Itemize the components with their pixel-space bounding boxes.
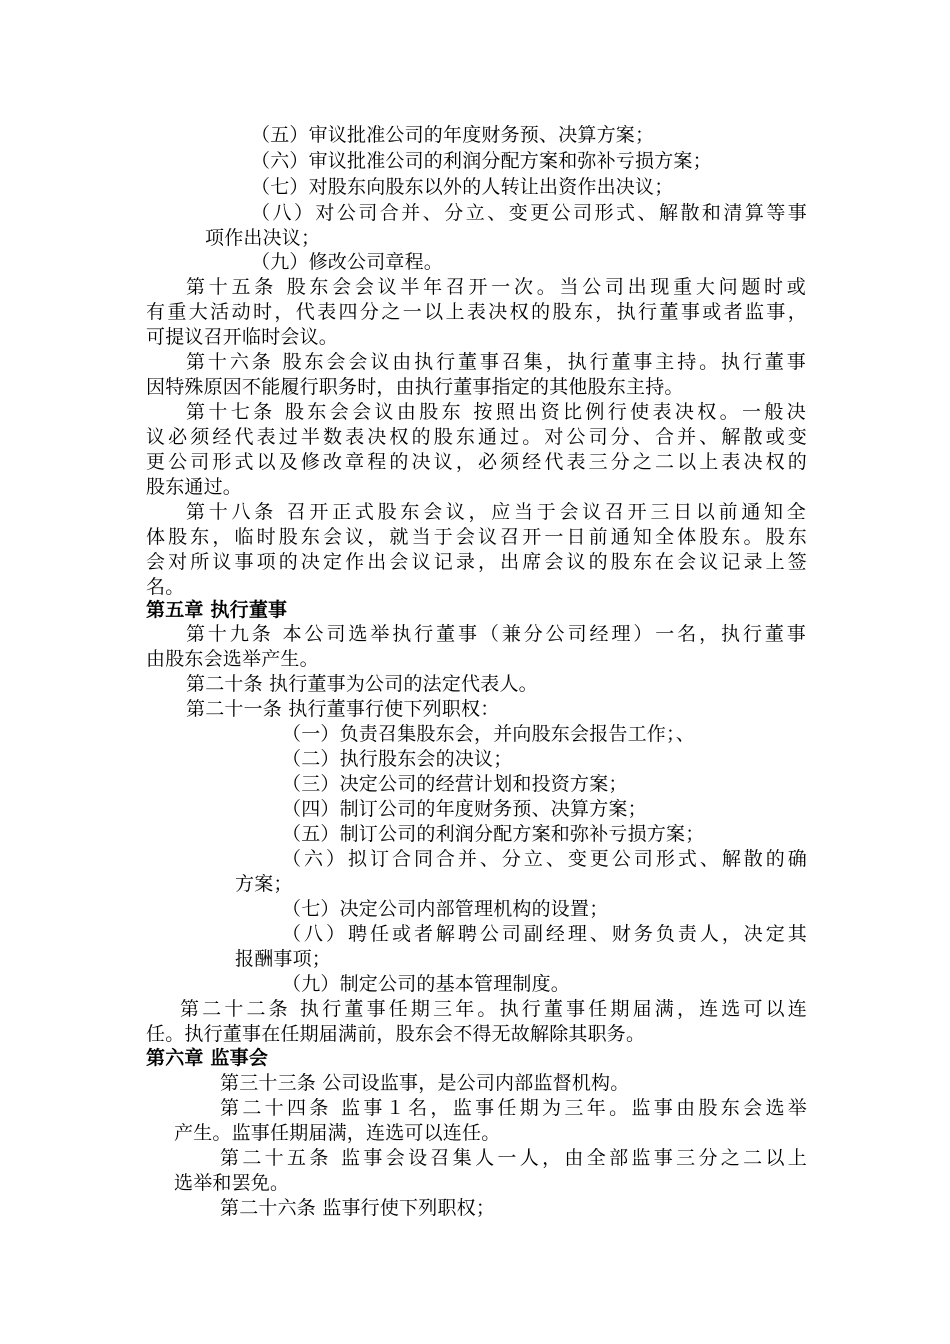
text-line: 项作出决议；: [205, 227, 321, 249]
text-line: 第二十五条 监事会设召集人一人，由全部监事三分之二以上: [220, 1147, 807, 1169]
text-line: （六）审议批准公司的利润分配方案和弥补亏损方案；: [251, 150, 712, 172]
text-line: （三）决定公司的经营计划和投资方案；: [282, 773, 628, 795]
text-line: 会对所议事项的决定作出会议记录，出席会议的股东在会议记录上签: [146, 551, 807, 573]
chapter-heading: 第六章 监事会: [146, 1047, 269, 1069]
text-line: （四）制订公司的年度财务预、决算方案；: [282, 798, 647, 820]
text-line: 名。: [146, 576, 185, 598]
text-line: 报酬事项；: [235, 948, 332, 970]
text-line: （六）拟订合同合并、分立、变更公司形式、解散的确: [282, 848, 807, 870]
text-line: 第二十一条 执行董事行使下列职权：: [186, 698, 500, 720]
text-line: 由股东会选举产生。: [146, 648, 319, 670]
text-line: 第三十三条 公司设监事，是公司内部监督机构。: [220, 1072, 630, 1094]
text-line: （八）对公司合并、分立、变更公司形式、解散和清算等事: [251, 202, 807, 224]
text-line: （二）执行股东会的决议；: [282, 748, 513, 770]
text-line: 可提议召开临时会议。: [146, 326, 339, 348]
text-line: 第十五条 股东会会议半年召开一次。当公司出现重大问题时或: [186, 276, 806, 298]
text-line: （九）制定公司的基本管理制度。: [282, 973, 571, 995]
text-line: （七）对股东向股东以外的人转让出资作出决议；: [251, 176, 674, 198]
text-line: 有重大活动时，代表四分之一以上表决权的股东，执行董事或者监事，: [146, 301, 807, 323]
text-line: 产生。监事任期届满，连选可以连任。: [174, 1122, 501, 1144]
text-line: 第二十二条 执行董事任期三年。执行董事任期届满，连选可以连: [180, 998, 807, 1020]
chapter-heading: 第五章 执行董事: [146, 599, 288, 621]
text-line: （九）修改公司章程。: [251, 251, 444, 273]
text-line: 更公司形式以及修改章程的决议，必须经代表三分之二以上表决权的: [146, 451, 807, 473]
text-line: 第十七条 股东会会议由股东 按照出资比例行使表决权。一般决: [186, 401, 806, 423]
text-line: （五）制订公司的利润分配方案和弥补亏损方案；: [282, 823, 705, 845]
text-line: 体股东，临时股东会议，就当于会议召开一日前通知全体股东。股东: [146, 526, 807, 548]
text-line: 第十六条 股东会会议由执行董事召集，执行董事主持。执行董事: [186, 351, 806, 373]
text-line: （一）负责召集股东会，并向股东会报告工作；、: [282, 723, 695, 745]
text-line: （八）聘任或者解聘公司副经理、财务负责人，决定其: [282, 923, 807, 945]
text-line: 选举和罢免。: [174, 1172, 290, 1194]
text-line: 第二十条 执行董事为公司的法定代表人。: [186, 673, 538, 695]
text-line: 方案；: [235, 873, 293, 895]
text-line: 任。执行董事在任期届满前，股东会不得无故解除其职务。: [146, 1023, 646, 1045]
text-line: （七）决定公司内部管理机构的设置；: [282, 898, 609, 920]
text-line: （五）审议批准公司的年度财务预、决算方案；: [251, 124, 655, 146]
text-line: 第十九条 本公司选举执行董事（兼分公司经理）一名，执行董事: [186, 623, 806, 645]
text-line: 第二十六条 监事行使下列职权；: [220, 1197, 496, 1219]
text-line: 股东通过。: [146, 476, 243, 498]
text-line: 第十八条 召开正式股东会议，应当于会议召开三日以前通知全: [186, 501, 806, 523]
text-line: 议必须经代表过半数表决权的股东通过。对公司分、合并、解散或变: [146, 426, 807, 448]
text-line: 第二十四条 监事１名，监事任期为三年。监事由股东会选举: [220, 1097, 807, 1119]
text-line: 因特殊原因不能履行职务时，由执行董事指定的其他股东主持。: [146, 376, 684, 398]
